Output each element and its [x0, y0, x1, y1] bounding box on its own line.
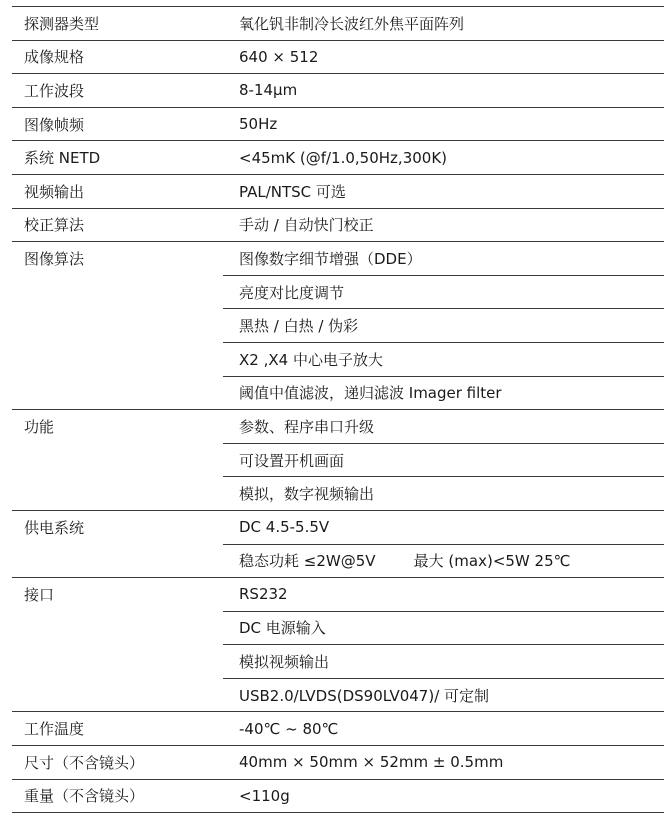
- row-value: 氧化钒非制冷长波红外焦平面阵列: [223, 7, 664, 41]
- row-label: 成像规格: [12, 40, 223, 74]
- row-value: 亮度对比度调节: [223, 275, 664, 309]
- row-value: 50Hz: [223, 107, 664, 141]
- row-value: 手动 / 自动快门校正: [223, 208, 664, 242]
- row-label: 接口: [24, 586, 55, 605]
- row-label: [12, 611, 223, 645]
- row-label: 视频输出: [12, 174, 223, 208]
- table-row: [12, 141, 664, 175]
- table-row: [12, 712, 664, 746]
- row-value: 模拟视频输出: [223, 645, 664, 679]
- row-value: RS232: [223, 578, 664, 612]
- table-row: [12, 746, 664, 780]
- row-value: 黑热 / 白热 / 伪彩: [223, 309, 664, 343]
- row-value: 可设置开机画面: [223, 443, 664, 477]
- table-row: [12, 578, 664, 612]
- row-value: <45mK (@f/1.0,50Hz,300K): [223, 141, 664, 175]
- row-label: [12, 645, 223, 679]
- table-row: [12, 678, 664, 712]
- row-label: 系统 NETD: [12, 141, 223, 175]
- row-label: 校正算法: [12, 208, 223, 242]
- row-value: 图像数字细节增强（DDE）: [223, 242, 664, 276]
- table-row: [12, 645, 664, 679]
- row-label: [12, 309, 223, 343]
- row-value: DC 电源输入: [223, 611, 664, 645]
- row-label: 功能: [24, 418, 55, 437]
- row-value: USB2.0/LVDS(DS90LV047)/ 可定制: [223, 678, 664, 712]
- row-value: 模拟，数字视频输出: [223, 477, 664, 511]
- table-row: [12, 342, 664, 376]
- row-label: [12, 544, 223, 578]
- row-value: 640 × 512: [223, 40, 664, 74]
- row-label: 图像算法: [24, 250, 85, 269]
- spec-table: [12, 6, 664, 813]
- row-label: 重量（不含镜头）: [12, 779, 223, 813]
- row-value: 40mm × 50mm × 52mm ± 0.5mm: [223, 746, 664, 780]
- table-row: [12, 544, 664, 578]
- row-label: 工作温度: [12, 712, 223, 746]
- row-value: 参数、程序串口升级: [223, 410, 664, 444]
- table-row: [12, 208, 664, 242]
- row-value: 8-14μm: [223, 74, 664, 108]
- table-row: [12, 242, 664, 276]
- row-value: 阈值中值滤波，递归滤波 Imager filter: [223, 376, 664, 410]
- table-row: [12, 443, 664, 477]
- row-label: 尺寸（不含镜头）: [12, 746, 223, 780]
- table-row: [12, 477, 664, 511]
- row-value: <110g: [223, 779, 664, 813]
- row-value: PAL/NTSC 可选: [223, 174, 664, 208]
- row-label: 工作波段: [12, 74, 223, 108]
- row-label: [12, 477, 223, 511]
- row-label: [12, 443, 223, 477]
- row-value: -40℃ ~ 80℃: [223, 712, 664, 746]
- table-row: [12, 74, 664, 108]
- row-value: 稳态功耗 ≤2W@5V 最大 (max)<5W 25℃: [223, 544, 664, 578]
- table-row: [12, 174, 664, 208]
- row-label: 探测器类型: [12, 7, 223, 41]
- spec-table-body: [12, 7, 664, 813]
- row-label: [12, 275, 223, 309]
- table-row: [12, 779, 664, 813]
- table-row: [12, 410, 664, 444]
- row-value: X2 ,X4 中心电子放大: [223, 342, 664, 376]
- table-row: [12, 510, 664, 544]
- row-label: [12, 376, 223, 410]
- table-row: [12, 611, 664, 645]
- row-label: 图像帧频: [12, 107, 223, 141]
- table-row: [12, 107, 664, 141]
- table-row: [12, 309, 664, 343]
- row-label: [12, 342, 223, 376]
- row-label: [12, 678, 223, 712]
- table-row: [12, 275, 664, 309]
- table-row: [12, 376, 664, 410]
- table-row: [12, 7, 664, 41]
- row-value: DC 4.5-5.5V: [223, 510, 664, 544]
- row-label: 供电系统: [24, 518, 85, 537]
- table-row: [12, 40, 664, 74]
